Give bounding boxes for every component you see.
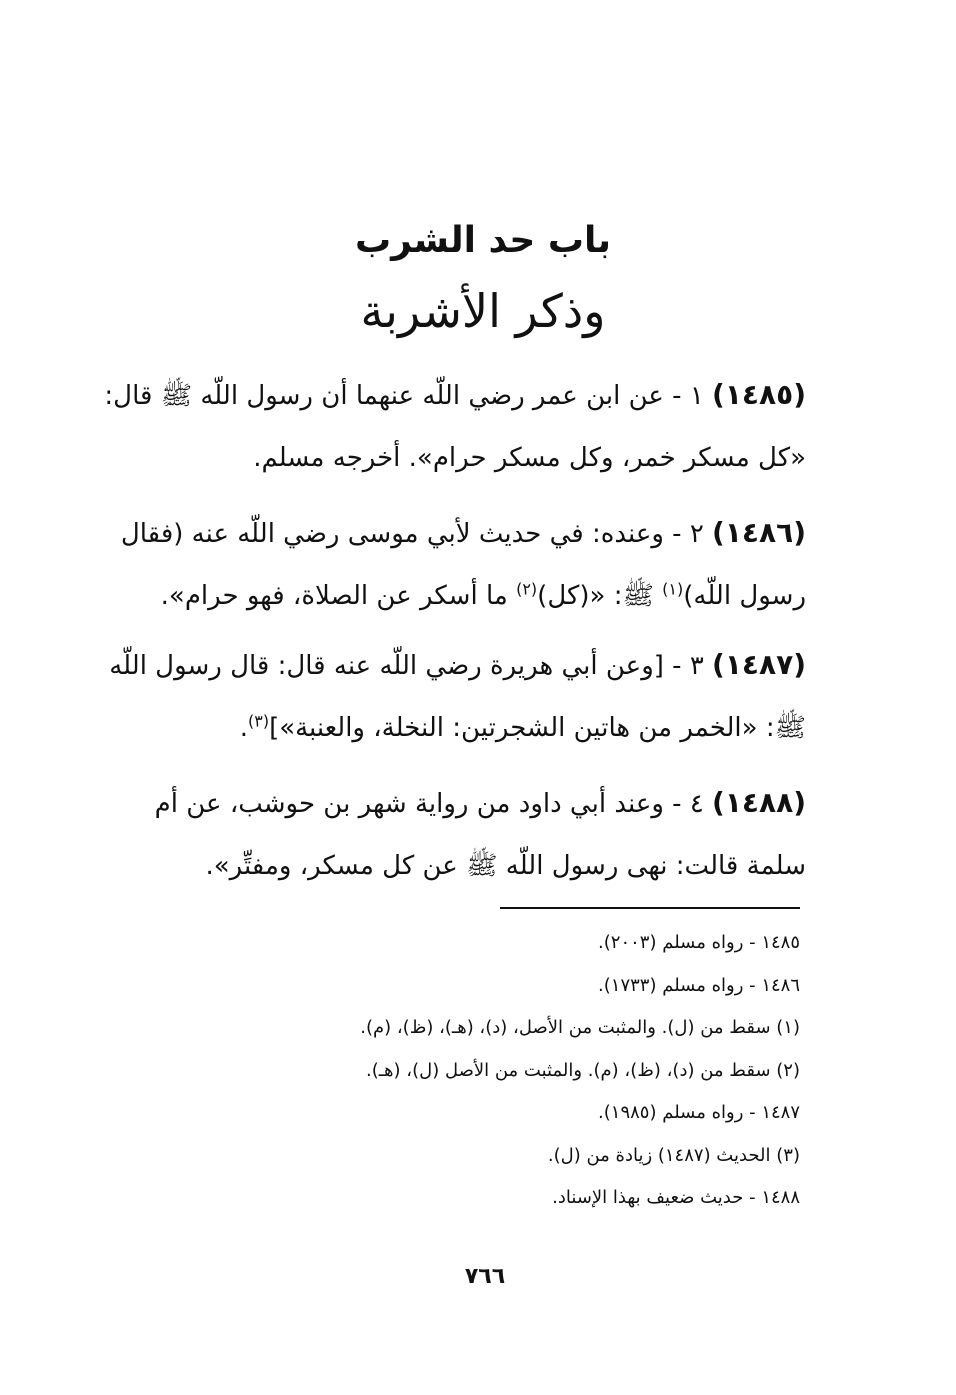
hadith-text: ما أسكر عن الصلاة، فهو حرام». [160, 581, 517, 611]
footnote: (١) سقط من (ل). والمثبت من الأصل، (د)، (هـ)، (ظ)، (م). [360, 1017, 800, 1038]
hadith-1486 [96, 502, 806, 627]
footnote-ref: (١) [662, 579, 684, 599]
hadith-text: . [239, 713, 248, 743]
footnote: (٣) الحديث (١٤٨٧) زيادة من (ل). [547, 1144, 800, 1166]
footnote: ١٤٨٥ - رواه مسلم (٢٠٠٣). [598, 932, 800, 953]
footnote-ref: (٣) [247, 711, 270, 731]
chapter-title: باب حد الشرب [354, 220, 612, 261]
page-number: ٧٦٦ [464, 1264, 506, 1289]
hadith-text: ٤ - وعند أبي داود من رواية شهر بن حوشب، عن أم سلمة قالت: نهى رسول اللّه ﷺ عن كل مسكر، ومفتِّر». [154, 789, 806, 881]
footnote-ref: (٢) [516, 579, 538, 599]
hadith-number: (١٤٨٥) [712, 378, 806, 411]
footnotes-list [260, 922, 800, 1220]
hadith-text: ٢ - وعنده: في حديث لأبي موسى رضي اللّه عنه (فقال رسول اللّه) [120, 519, 806, 611]
hadith-text: ﷺ: «(كل) [537, 581, 663, 611]
hadith-text: ١ - عن ابن عمر رضي اللّه عنهما أن رسول اللّه ﷺ قال: «كل مسكر خمر، وكل مسكر حرام». أخرجه مسلم. [104, 381, 806, 473]
chapter-subtitle: وذكر الأشربة [360, 284, 606, 338]
hadith-number: (١٤٨٦) [712, 516, 806, 549]
footnote: ١٤٨٨ - حديث ضعيف بهذا الإسناد. [552, 1187, 800, 1208]
footnote-divider [500, 907, 800, 909]
hadith-1487 [96, 634, 806, 759]
hadith-1485 [96, 364, 806, 489]
hadith-number: (١٤٨٨) [712, 786, 806, 819]
hadith-1488 [96, 772, 806, 897]
hadith-number: (١٤٨٧) [712, 648, 806, 681]
footnote: (٢) سقط من (د)، (ظ)، (م). والمثبت من الأصل (ل)، (هـ). [366, 1059, 800, 1081]
hadith-text: ٣ - [وعن أبي هريرة رضي اللّه عنه قال: قال رسول اللّه ﷺ: «الخمر من هاتين الشجرتين: النخلة، والعنبة»] [109, 651, 806, 743]
footnote: ١٤٨٧ - رواه مسلم (١٩٨٥). [598, 1102, 800, 1123]
footnote: ١٤٨٦ - رواه مسلم (١٧٣٣). [598, 974, 800, 996]
